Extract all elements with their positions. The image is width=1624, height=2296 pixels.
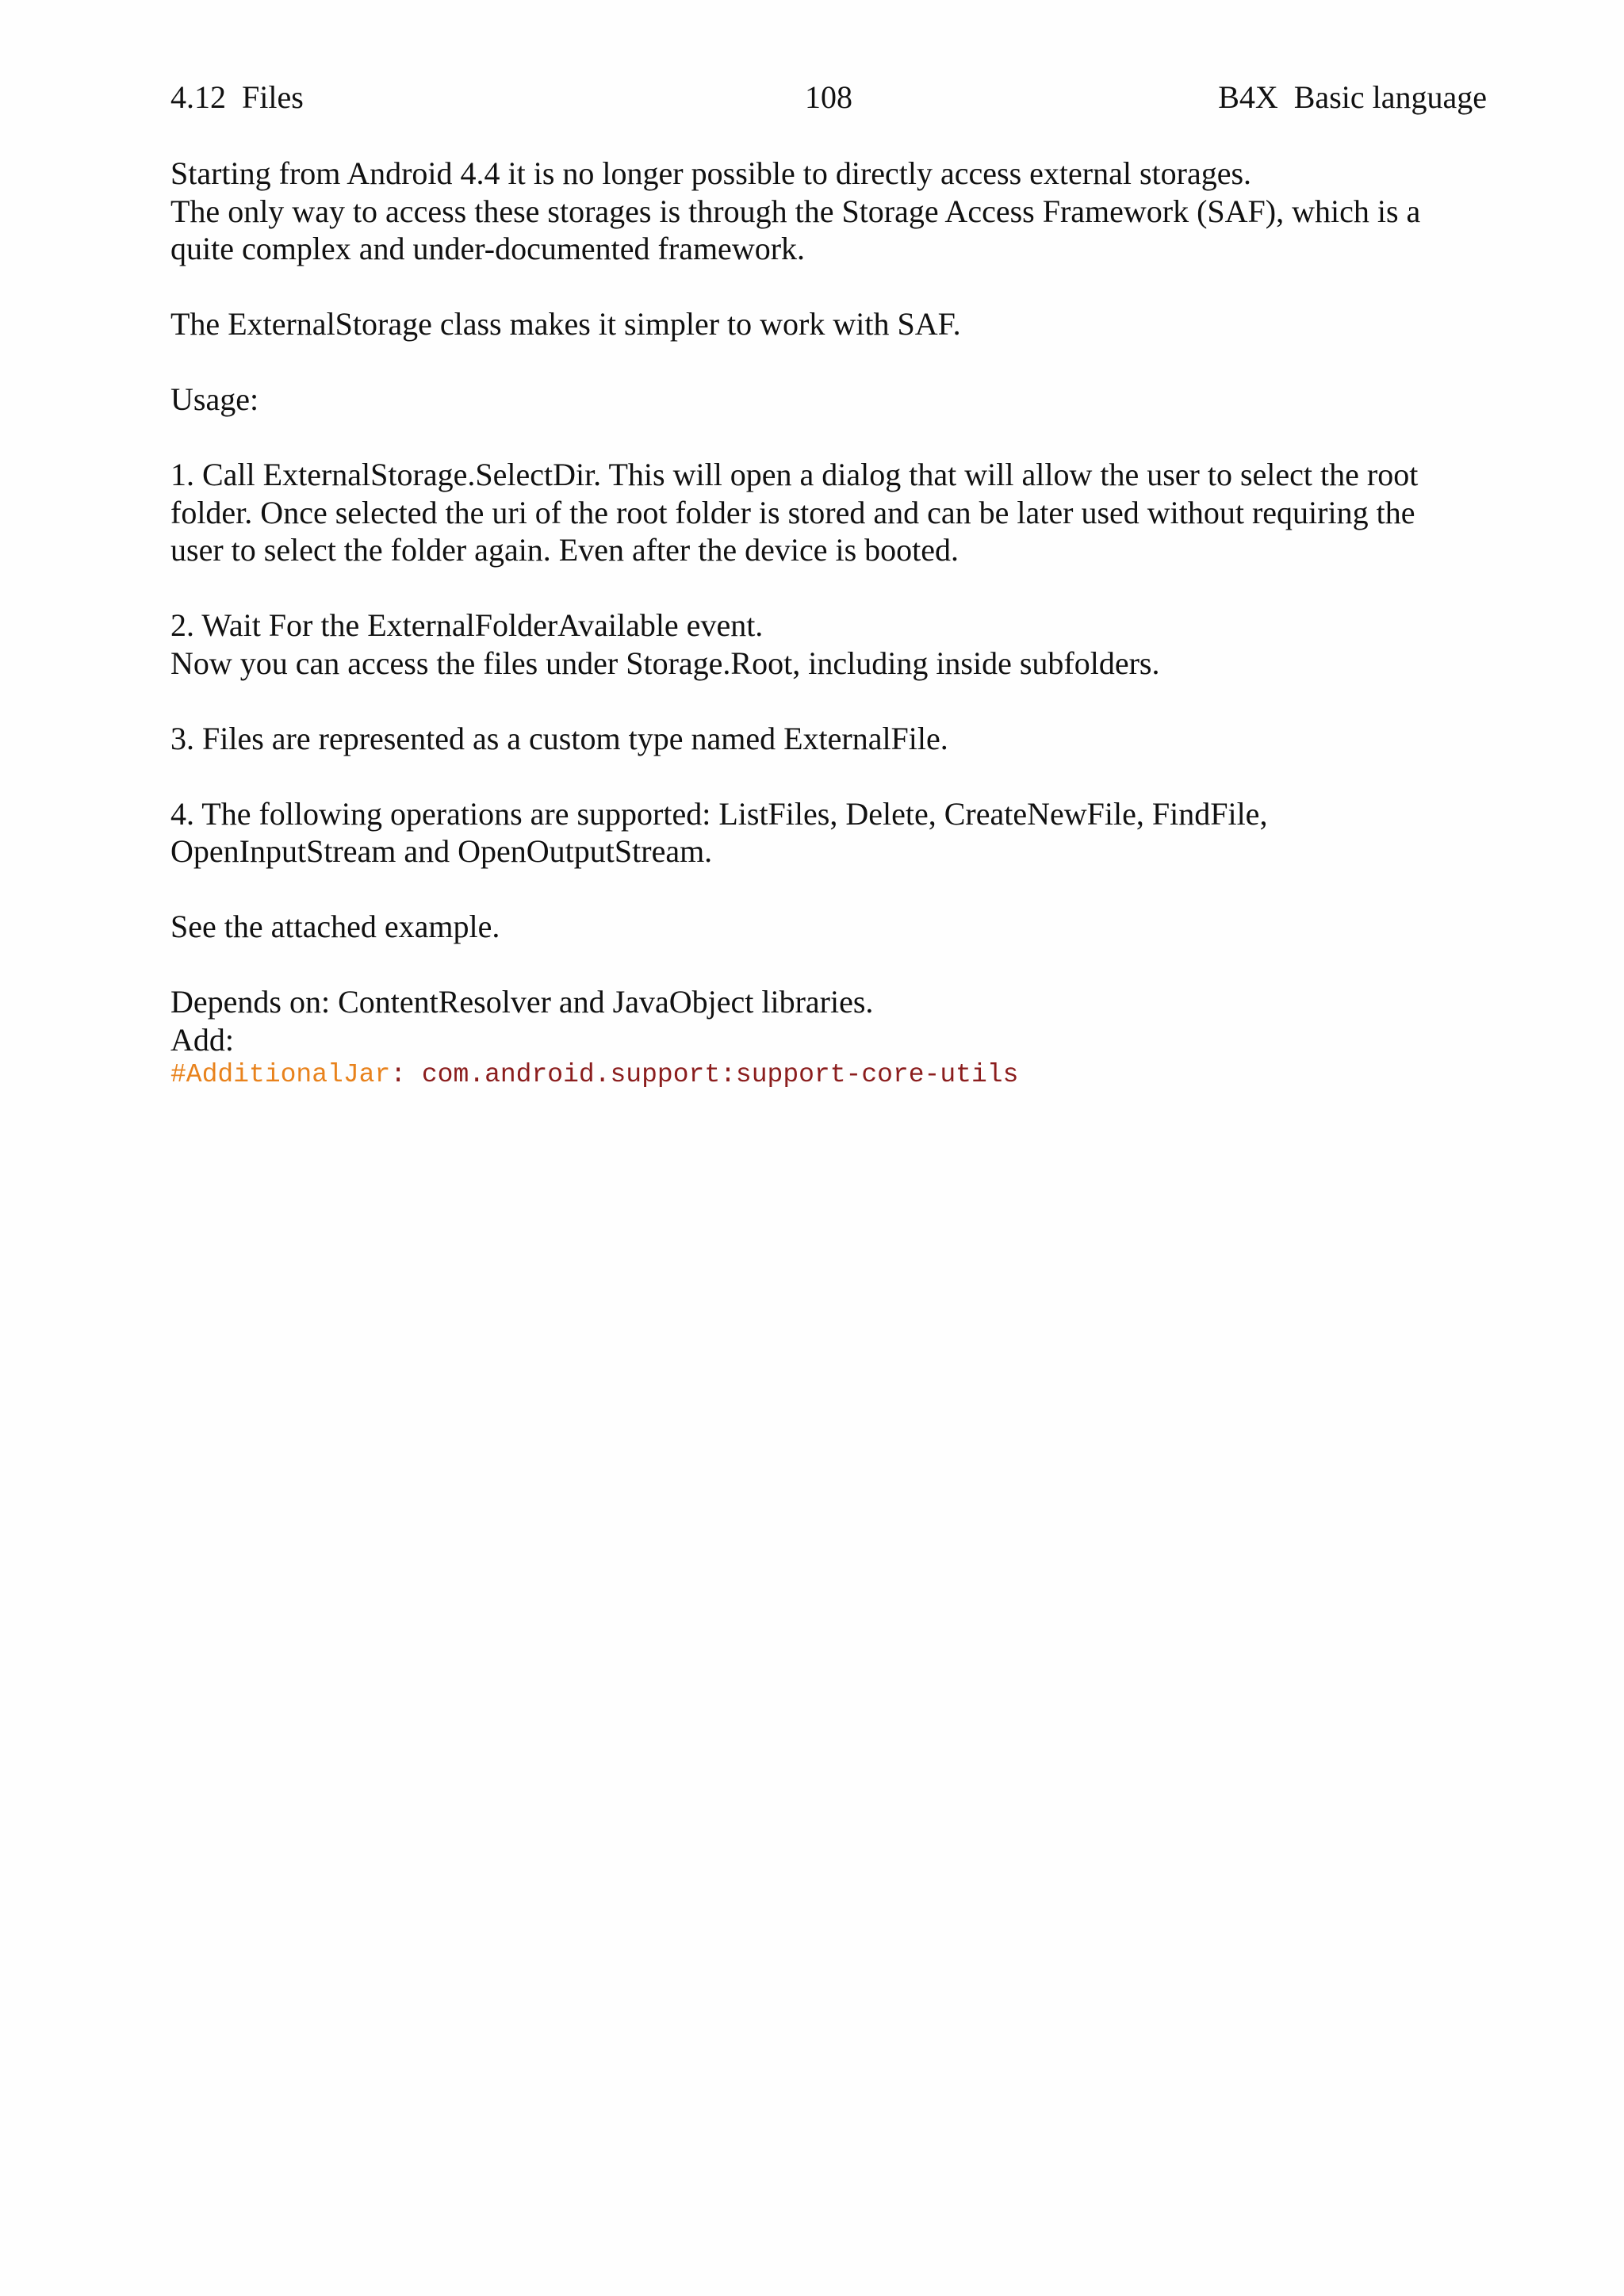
paragraph-gap bbox=[170, 682, 1487, 720]
step-1-paragraph bbox=[170, 456, 1487, 569]
step-3-paragraph bbox=[170, 720, 1487, 758]
text-line: Usage: bbox=[170, 381, 259, 417]
paragraph-gap bbox=[170, 871, 1487, 909]
page-header bbox=[170, 77, 1487, 118]
text-line: Add: bbox=[170, 1021, 234, 1058]
header-section-title: 4.12 Files bbox=[170, 79, 304, 115]
header-book-title: B4X Basic language bbox=[1218, 79, 1487, 115]
paragraph-gap bbox=[170, 946, 1487, 984]
text-line: 3. Files are represented as a custom type named ExternalFile. bbox=[170, 720, 948, 756]
text-line: 2. Wait For the ExternalFolderAvailable event. bbox=[170, 607, 764, 643]
text-line: quite complex and under-documented framework. bbox=[170, 231, 806, 266]
code-snippet bbox=[170, 1058, 1487, 1092]
paragraph-gap bbox=[170, 757, 1487, 795]
usage-heading bbox=[170, 381, 1487, 419]
paragraph-gap bbox=[170, 419, 1487, 457]
text-line: The only way to access these storages is through the Storage Access Framework (SAF), which is a bbox=[170, 193, 1421, 229]
paragraph-gap bbox=[170, 343, 1487, 381]
example-note-paragraph bbox=[170, 908, 1487, 946]
text-line: 4. The following operations are supported: ListFiles, Delete, CreateNewFile, FindFile, bbox=[170, 795, 1268, 832]
step-4-paragraph bbox=[170, 795, 1487, 871]
text-line: folder. Once selected the uri of the root folder is stored and can be later used without requiring the bbox=[170, 494, 1415, 530]
dependencies-paragraph bbox=[170, 983, 1487, 1058]
text-line: 1. Call ExternalStorage.SelectDir. This will open a dialog that will allow the user to select the root bbox=[170, 457, 1419, 492]
text-line: user to select the folder again. Even after the device is booted. bbox=[170, 532, 959, 568]
text-line: See the attached example. bbox=[170, 909, 500, 944]
code-value: : com.android.support:support-core-utils bbox=[390, 1060, 1019, 1089]
code-directive: #AdditionalJar bbox=[170, 1060, 391, 1089]
page-body bbox=[170, 155, 1487, 1092]
class-note-paragraph bbox=[170, 305, 1487, 343]
text-line: Now you can access the files under Storage.Root, including inside subfolders. bbox=[170, 645, 1160, 681]
text-line: Starting from Android 4.4 it is no longer possible to directly access external storages. bbox=[170, 155, 1252, 191]
text-line: The ExternalStorage class makes it simpler to work with SAF. bbox=[170, 306, 961, 342]
text-line: Depends on: ContentResolver and JavaObject libraries. bbox=[170, 984, 874, 1020]
step-2-paragraph bbox=[170, 607, 1487, 682]
paragraph-gap bbox=[170, 268, 1487, 306]
header-page-number: 108 bbox=[805, 79, 852, 115]
text-line: OpenInputStream and OpenOutputStream. bbox=[170, 833, 713, 869]
intro-paragraph bbox=[170, 155, 1487, 268]
paragraph-gap bbox=[170, 569, 1487, 607]
